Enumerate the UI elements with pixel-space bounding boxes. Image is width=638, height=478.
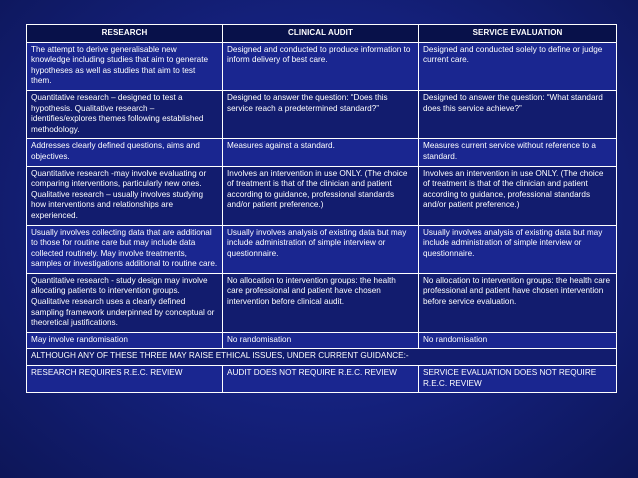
table-cell: Quantitative research – designed to test a hypothesis. Qualitative research – identifies/explores themes following established methodology. xyxy=(27,90,223,138)
table-cell: Usually involves analysis of existing data but may include administration of simple interview or questionnaire. xyxy=(223,225,419,273)
table-cell: May involve randomisation xyxy=(27,332,223,349)
table-cell: Quantitative research -may involve evaluating or comparing interventions, particularly new ones. Qualitative research – usually involves studying how interventions and relationships are experienced. xyxy=(27,166,223,225)
guidance-note: ALTHOUGH ANY OF THESE THREE MAY RAISE ETHICAL ISSUES, UNDER CURRENT GUIDANCE:- xyxy=(27,349,617,366)
table-cell: No allocation to intervention groups: the health care professional and patient have chosen intervention before clinical audit. xyxy=(223,273,419,332)
table-cell: The attempt to derive generalisable new knowledge including studies that aim to generate hypotheses as well as studies that aim to test them. xyxy=(27,42,223,90)
table-row xyxy=(27,166,617,225)
table-row xyxy=(27,225,617,273)
comparison-table xyxy=(26,24,617,393)
table-cell: Addresses clearly defined questions, aims and objectives. xyxy=(27,139,223,166)
table-cell: Involves an intervention in use ONLY. (The choice of treatment is that of the clinician and patient according to guidance, professional standards and/or patient preference.) xyxy=(223,166,419,225)
table-row xyxy=(27,90,617,138)
table-cell: Designed to answer the question: “Does this service reach a predetermined standard?” xyxy=(223,90,419,138)
table-row xyxy=(27,139,617,166)
rec-review-row xyxy=(27,366,617,393)
table-row xyxy=(27,42,617,90)
guidance-row xyxy=(27,349,617,366)
header-research: RESEARCH xyxy=(27,25,223,43)
table-cell: Measures against a standard. xyxy=(223,139,419,166)
table-cell: RESEARCH REQUIRES R.E.C. REVIEW xyxy=(27,366,223,393)
table-cell: Usually involves collecting data that are additional to those for routine care but may include data collected routinely. May involve treatments, samples or investigations additional to routine care. xyxy=(27,225,223,273)
table-cell: No randomisation xyxy=(419,332,617,349)
table-cell: Designed to answer the question: “What standard does this service achieve?” xyxy=(419,90,617,138)
header-row xyxy=(27,25,617,43)
table-cell: Designed and conducted to produce information to inform delivery of best care. xyxy=(223,42,419,90)
table-row xyxy=(27,273,617,332)
table-cell: AUDIT DOES NOT REQUIRE R.E.C. REVIEW xyxy=(223,366,419,393)
header-clinical-audit: CLINICAL AUDIT xyxy=(223,25,419,43)
table-cell: No allocation to intervention groups: the health care professional and patient have chosen intervention before service evaluation. xyxy=(419,273,617,332)
table-cell: Measures current service without reference to a standard. xyxy=(419,139,617,166)
table-cell: SERVICE EVALUATION DOES NOT REQUIRE R.E.C. REVIEW xyxy=(419,366,617,393)
table-cell: Involves an intervention in use ONLY. (The choice of treatment is that of the clinician and patient according to guidance, professional standards and/or patient preference.) xyxy=(419,166,617,225)
table-row xyxy=(27,332,617,349)
table-cell: No randomisation xyxy=(223,332,419,349)
table-cell: Quantitative research - study design may involve allocating patients to intervention groups. Qualitative research uses a clearly defined sampling framework underpinned by conceptual or theoretical justifications. xyxy=(27,273,223,332)
table-cell: Designed and conducted solely to define or judge current care. xyxy=(419,42,617,90)
table-cell: Usually involves analysis of existing data but may include administration of simple interview or questionnaire. xyxy=(419,225,617,273)
header-service-evaluation: SERVICE EVALUATION xyxy=(419,25,617,43)
